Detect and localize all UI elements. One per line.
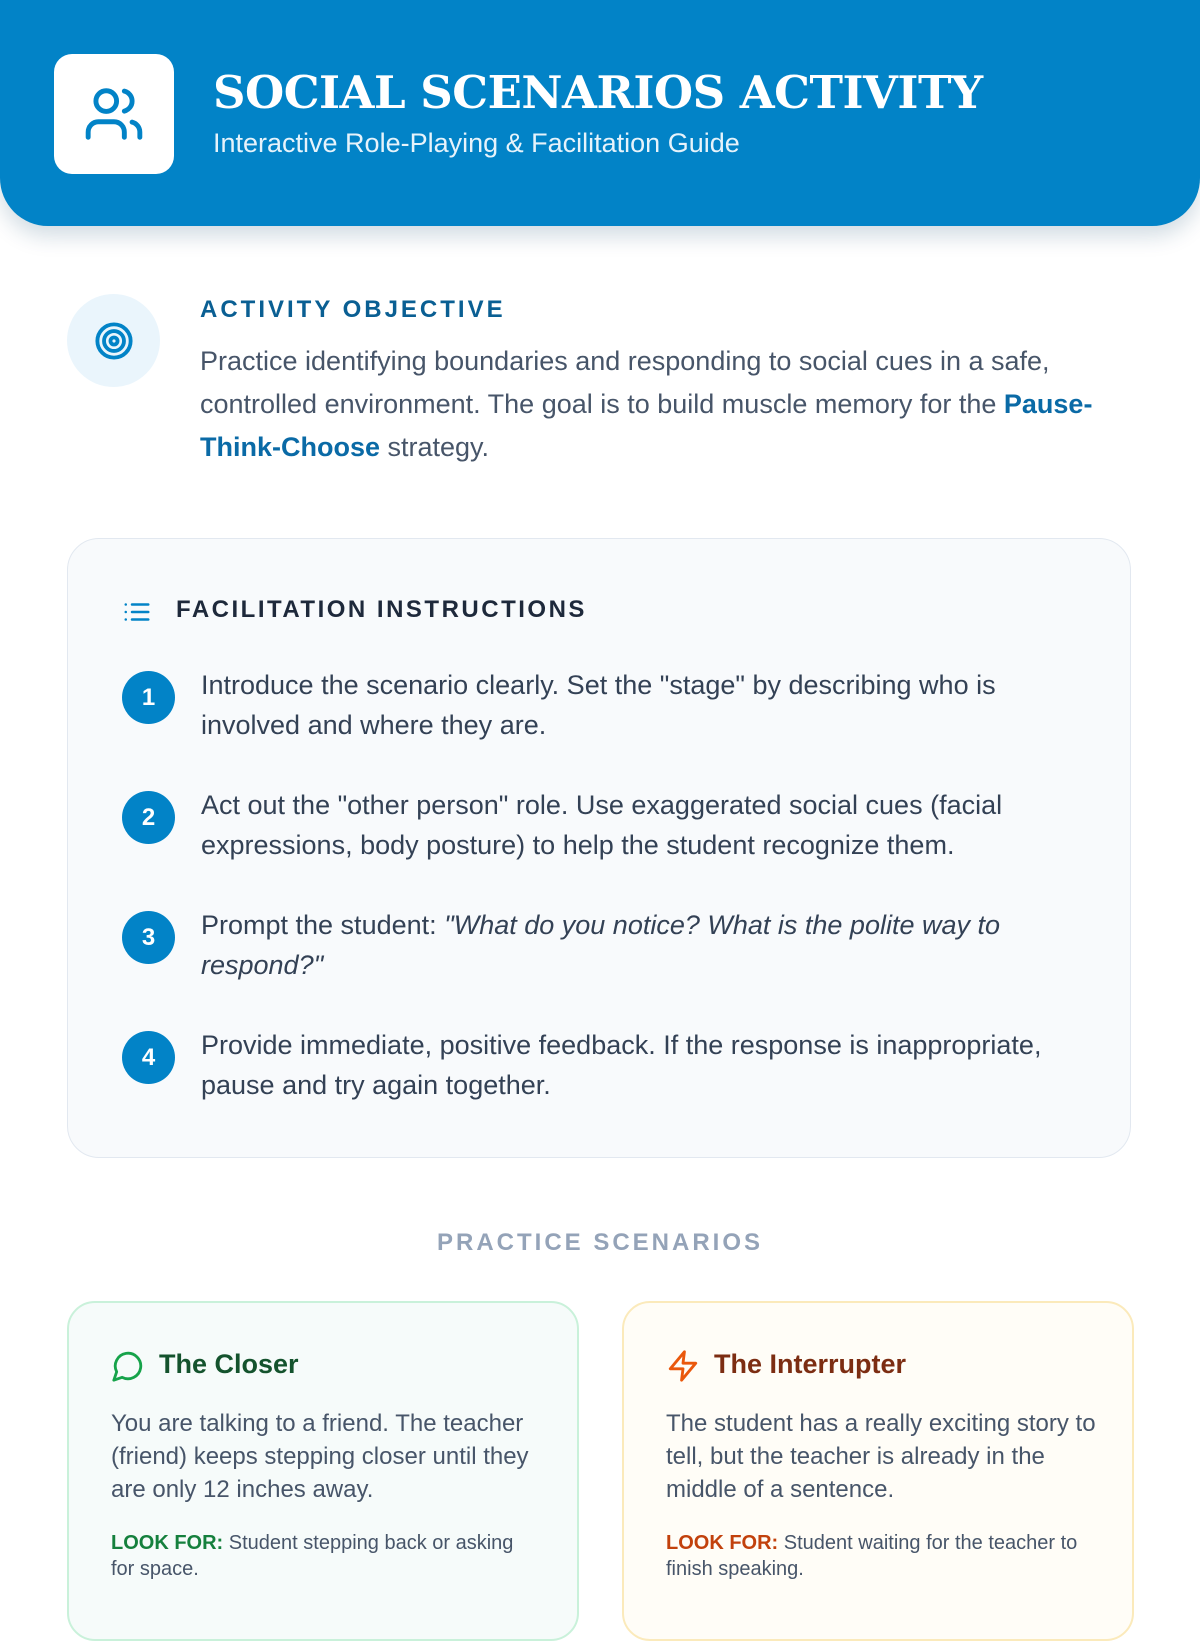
step-quote-text: "What do you notice? What is the polite way to respond?" — [201, 910, 1001, 980]
step-text: Act out the "other person" role. Use exaggerated social cues (facial expressions, body posture) to help the student recognize them. — [201, 790, 1003, 860]
step-number-badge: 3 — [122, 911, 175, 964]
scenario-card-the-closer — [67, 1301, 579, 1641]
objective-icon-badge — [67, 294, 160, 387]
scenario-title: The Interrupter — [714, 1349, 907, 1379]
step-prompt-text: Prompt the student: — [201, 910, 445, 940]
speech-bubble-icon — [111, 1349, 145, 1383]
step-text: Introduce the scenario clearly. Set the "stage" by describing who is involved and where they are. — [201, 670, 996, 740]
scenario-card-the-interrupter — [622, 1301, 1134, 1641]
objective-text-end: strategy. — [380, 432, 490, 462]
header-icon-tile — [54, 54, 174, 174]
lightning-icon — [666, 1349, 700, 1383]
target-icon — [93, 320, 135, 362]
strategy-name: Pause-Think-Choose — [200, 389, 1093, 462]
scenario-look-for — [111, 1530, 541, 1582]
page-title: SOCIAL SCENARIOS ACTIVITY — [213, 66, 983, 119]
look-for-text: Student stepping back or asking for space. — [111, 1532, 514, 1580]
instructions-heading: FACILITATION INSTRUCTIONS — [176, 596, 587, 623]
list-icon — [122, 597, 152, 627]
scenarios-heading: PRACTICE SCENARIOS — [436, 1229, 764, 1256]
objective-text-intro: Practice identifying boundaries and responding to social cues in a safe, controlled environment. The goal is to build muscle memory for the — [200, 346, 1050, 419]
scenario-description: The student has a really exciting story to tell, but the teacher is already in the middle of a sentence. — [666, 1410, 1096, 1503]
step-number-badge: 2 — [122, 791, 175, 844]
look-for-label: LOOK FOR: — [111, 1532, 224, 1554]
step-text — [201, 905, 1081, 985]
scenario-description: You are talking to a friend. The teacher (friend) keeps stepping closer until they are only 12 inches away. — [111, 1410, 529, 1503]
scenario-title: The Closer — [159, 1349, 299, 1379]
step-number-badge: 1 — [122, 671, 175, 724]
look-for-label: LOOK FOR: — [666, 1532, 779, 1554]
scenario-look-for — [666, 1530, 1096, 1582]
step-text: Provide immediate, positive feedback. If the response is inappropriate, pause and try again together. — [201, 1030, 1042, 1100]
objective-text — [200, 340, 1110, 469]
look-for-text: Student waiting for the teacher to finish speaking. — [666, 1532, 1078, 1580]
page-subtitle: Interactive Role-Playing & Facilitation Guide — [213, 128, 740, 158]
step-number-badge: 4 — [122, 1031, 175, 1084]
objective-heading: ACTIVITY OBJECTIVE — [200, 296, 506, 323]
facilitation-instructions-panel — [67, 538, 1131, 1158]
header-banner — [0, 0, 1200, 226]
users-icon — [83, 83, 145, 145]
